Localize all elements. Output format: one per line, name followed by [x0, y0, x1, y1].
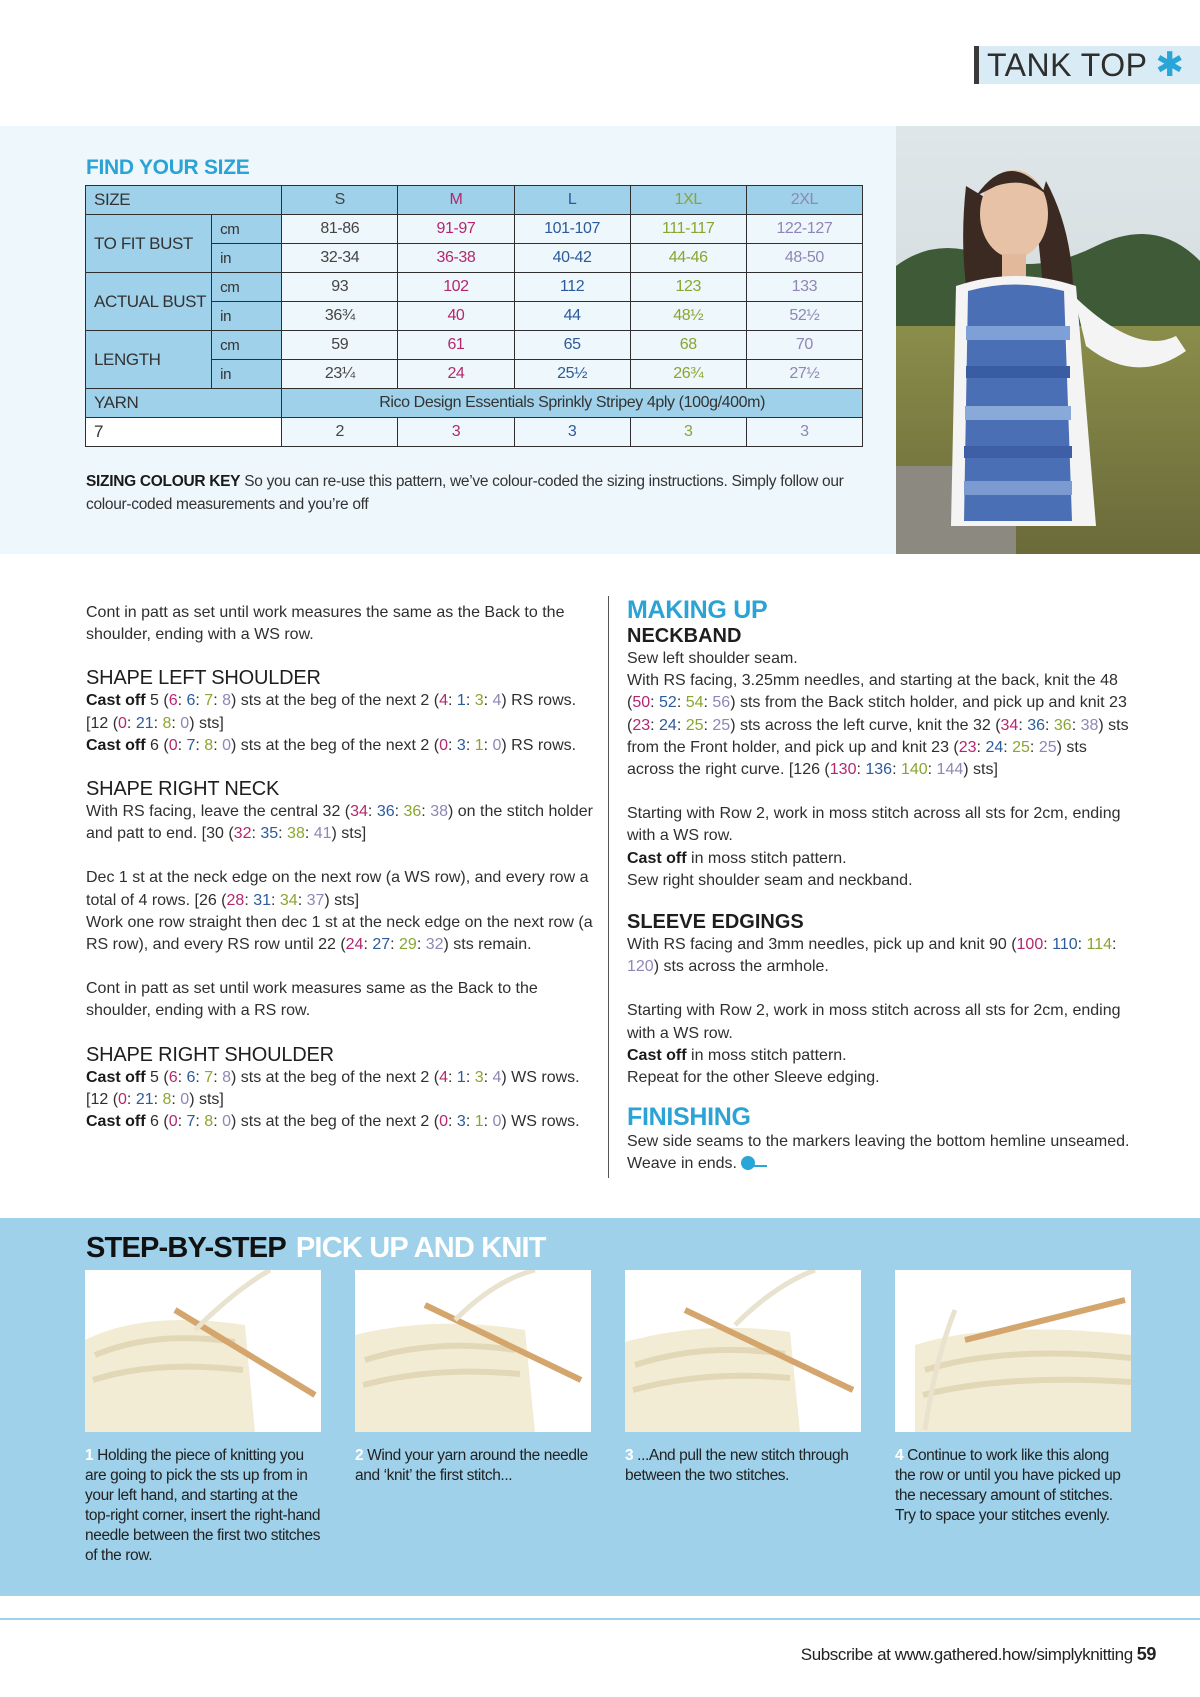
step-2	[355, 1270, 591, 1486]
neckband-cast-off: Cast off in moss stitch pattern.	[627, 849, 847, 867]
unit-label: cm	[212, 331, 282, 360]
actual-bust-label: ACTUAL BUST	[86, 273, 212, 331]
shape-right-neck-heading: SHAPE RIGHT NECK	[86, 778, 280, 801]
step-4-caption	[895, 1446, 1131, 1526]
step-number: 3	[625, 1447, 634, 1464]
table-cell: 27½	[746, 360, 862, 389]
knitting-needle-illustration	[895, 1270, 1131, 1432]
step-1-caption	[85, 1446, 321, 1566]
sleeve-edgings-text: With RS facing and 3mm needles, pick up and knit 90 (100: 110: 114: 120) sts across the armhole.	[627, 936, 1117, 976]
sizing-key-title: SIZING COLOUR KEY	[86, 473, 241, 490]
step-text: ...And pull the new stitch through between the two stitches.	[625, 1447, 849, 1484]
table-cell: 40	[398, 302, 514, 331]
yarn-ball-icon	[741, 1156, 755, 1170]
section-tag	[974, 46, 1200, 84]
table-cell: 48½	[630, 302, 746, 331]
unit-label: cm	[212, 215, 282, 244]
table-cell: 40-42	[514, 244, 630, 273]
size-table	[85, 185, 863, 447]
sleeve-moss: Starting with Row 2, work in moss stitch across all sts for 2cm, ending with a WS row.	[627, 1002, 1121, 1042]
sleeve-edgings-heading: SLEEVE EDGINGS	[627, 911, 804, 934]
shape-right-shoulder-heading: SHAPE RIGHT SHOULDER	[86, 1043, 334, 1066]
sleeve-repeat: Repeat for the other Sleeve edging.	[627, 1069, 880, 1087]
size-row	[86, 186, 863, 215]
shape-left-shoulder-heading: SHAPE LEFT SHOULDER	[86, 667, 321, 690]
neckband-text: With RS facing, 3.25mm needles, and starting at the back, knit the 48 (50: 52: 54: 56) sts from the Back stitch holder, and pick up and knit 23 (23: 24: 25: 25) sts across the left curve, knit the 32 (34: 36: 36: 38) sts from the Front holder, and pick up and knit 23 (23: 24: 25: 25) sts across the right curve. [126 (130: 136: 140: 144) sts]	[627, 672, 1129, 779]
unit-label: cm	[212, 273, 282, 302]
table-cell: 52½	[746, 302, 862, 331]
left-shoulder-text-2: Cast off 6 (0: 7: 8: 0) sts at the beg of the next 2 (0: 3: 1: 0) RS rows.	[86, 736, 577, 754]
size-2xl: 2XL	[746, 186, 862, 215]
step-3-caption	[625, 1446, 861, 1486]
table-cell: 112	[514, 273, 630, 302]
right-neck-cont: Cont in patt as set until work measures same as the Back to the shoulder, ending with a RS row.	[86, 980, 538, 1020]
table-cell: 36-38	[398, 244, 514, 273]
step-text: Holding the piece of knitting you are going to pick the sts up from in your left hand, and starting at the top-right corner, insert the right-hand needle between the first two stitches of the row.	[85, 1447, 321, 1564]
yarn-row	[86, 389, 863, 418]
neckband-seam: Sew left shoulder seam.	[627, 650, 798, 667]
table-cell: 111-117	[630, 215, 746, 244]
table-cell: 48-50	[746, 244, 862, 273]
step-by-step-title	[86, 1232, 546, 1265]
size-label: SIZE	[86, 186, 282, 215]
footer	[801, 1644, 1156, 1665]
column-divider	[608, 596, 609, 1178]
table-cell: 91-97	[398, 215, 514, 244]
model-photo-illustration	[896, 126, 1200, 554]
size-s: S	[282, 186, 398, 215]
table-cell: 23¼	[282, 360, 398, 389]
table-cell: 2	[282, 418, 398, 447]
table-cell: 26¾	[630, 360, 746, 389]
table-cell: 93	[282, 273, 398, 302]
step-4-photo	[895, 1270, 1131, 1432]
length-label: LENGTH	[86, 331, 212, 389]
step-by-step-title-a: STEP-BY-STEP	[86, 1232, 286, 1264]
left-column	[86, 602, 596, 1133]
table-cell: 24	[398, 360, 514, 389]
finishing-heading: FINISHING	[627, 1103, 751, 1132]
table-cell: 36¾	[282, 302, 398, 331]
knitting-needle-illustration	[625, 1270, 861, 1432]
neckband-moss: Starting with Row 2, work in moss stitch across all sts for 2cm, ending with a WS row.	[627, 805, 1121, 845]
step-4	[895, 1270, 1131, 1526]
table-cell: 102	[398, 273, 514, 302]
table-cell: 61	[398, 331, 514, 360]
unit-label: in	[212, 360, 282, 389]
table-cell: 44	[514, 302, 630, 331]
to-fit-bust-label: TO FIT BUST	[86, 215, 212, 273]
table-cell: 133	[746, 273, 862, 302]
table-cell: 65	[514, 331, 630, 360]
page-number: 59	[1136, 1644, 1156, 1664]
balls-row	[86, 418, 863, 447]
footer-subscribe-link[interactable]: Subscribe at www.gathered.how/simplyknitting	[800, 1645, 1133, 1664]
actual-bust-cm-row	[86, 273, 863, 302]
right-neck-text-2: Dec 1 st at the neck edge on the next row (a WS row), and every row a total of 4 rows. [26 (28: 31: 34: 37) sts]	[86, 869, 589, 909]
footer-divider	[0, 1618, 1200, 1620]
step-number: 2	[355, 1447, 364, 1464]
step-number: 1	[85, 1447, 94, 1464]
asterisk-flower-icon: ✱	[1155, 46, 1184, 84]
right-shoulder-text-2: Cast off 6 (0: 7: 8: 0) sts at the beg of the next 2 (0: 3: 1: 0) WS rows.	[86, 1113, 580, 1131]
table-cell: 3	[398, 418, 514, 447]
table-cell: 122-127	[746, 215, 862, 244]
balls-label: 7	[86, 418, 282, 447]
sizing-colour-key	[86, 470, 846, 516]
table-cell: 3	[746, 418, 862, 447]
sleeve-cast-off: Cast off in moss stitch pattern.	[627, 1046, 847, 1064]
knitting-needle-illustration	[85, 1270, 321, 1432]
size-chart-title: FIND YOUR SIZE	[86, 156, 250, 179]
model-photo	[896, 126, 1200, 554]
finishing-text-content: Sew side seams to the markers leaving the bottom hemline unseamed. Weave in ends.	[627, 1133, 1130, 1173]
making-up-heading: MAKING UP	[627, 596, 768, 624]
step-1	[85, 1270, 321, 1566]
step-2-photo	[355, 1270, 591, 1432]
step-2-caption	[355, 1446, 591, 1486]
step-3	[625, 1270, 861, 1486]
table-cell: 25½	[514, 360, 630, 389]
right-neck-text-1: With RS facing, leave the central 32 (34: 36: 36: 38) on the stitch holder and patt to end. [30 (32: 35: 38: 41) sts]	[86, 803, 593, 843]
unit-label: in	[212, 244, 282, 273]
left-shoulder-text-1: Cast off 5 (6: 6: 7: 8) sts at the beg of the next 2 (4: 1: 3: 4) RS rows. [12 (0: 21: 8: 0) sts]	[86, 692, 577, 732]
finishing-text	[627, 1131, 1137, 1175]
to-fit-bust-cm-row	[86, 215, 863, 244]
table-cell: 101-107	[514, 215, 630, 244]
length-cm-row	[86, 331, 863, 360]
section-tag-label: TANK TOP	[987, 46, 1148, 83]
table-cell: 81-86	[282, 215, 398, 244]
table-cell: 70	[746, 331, 862, 360]
step-text: Wind your yarn around the needle and ‘knit’ the first stitch...	[355, 1447, 588, 1484]
table-cell: 59	[282, 331, 398, 360]
step-3-photo	[625, 1270, 861, 1432]
right-shoulder-text-1: Cast off 5 (6: 6: 7: 8) sts at the beg of the next 2 (4: 1: 3: 4) WS rows. [12 (0: 21: 8: 0) sts]	[86, 1068, 580, 1108]
table-cell: 123	[630, 273, 746, 302]
table-cell: 32-34	[282, 244, 398, 273]
step-1-photo	[85, 1270, 321, 1432]
neckband-heading: NECKBAND	[627, 625, 742, 647]
size-m: M	[398, 186, 514, 215]
table-cell: 44-46	[630, 244, 746, 273]
knitting-needle-illustration	[355, 1270, 591, 1432]
right-column	[627, 596, 1137, 1176]
size-1xl: 1XL	[630, 186, 746, 215]
left-intro: Cont in patt as set until work measures the same as the Back to the shoulder, ending with a WS row.	[86, 604, 565, 644]
yarn-value: Rico Design Essentials Sprinkly Stripey 4ply (100g/400m)	[282, 389, 863, 418]
unit-label: in	[212, 302, 282, 331]
sew-right-shoulder: Sew right shoulder seam and neckband.	[627, 871, 913, 889]
step-text: Continue to work like this along the row or until you have picked up the necessary amount of stitches. Try to space your stitches evenly.	[895, 1447, 1121, 1524]
size-l: L	[514, 186, 630, 215]
step-number: 4	[895, 1447, 904, 1464]
step-by-step-title-b: PICK UP AND KNIT	[295, 1232, 546, 1264]
table-cell: 3	[630, 418, 746, 447]
yarn-label: YARN	[86, 389, 282, 418]
sizing-key-text: So you can re-use this pattern, we’ve colour-coded the sizing instructions. Simply follow our colour-coded measurements and you’re off	[86, 473, 844, 513]
table-cell: 3	[514, 418, 630, 447]
table-cell: 68	[630, 331, 746, 360]
right-neck-text-3: Work one row straight then dec 1 st at the neck edge on the next row (a RS row), and every RS row until 22 (24: 27: 29: 32) sts remain.	[86, 913, 593, 954]
